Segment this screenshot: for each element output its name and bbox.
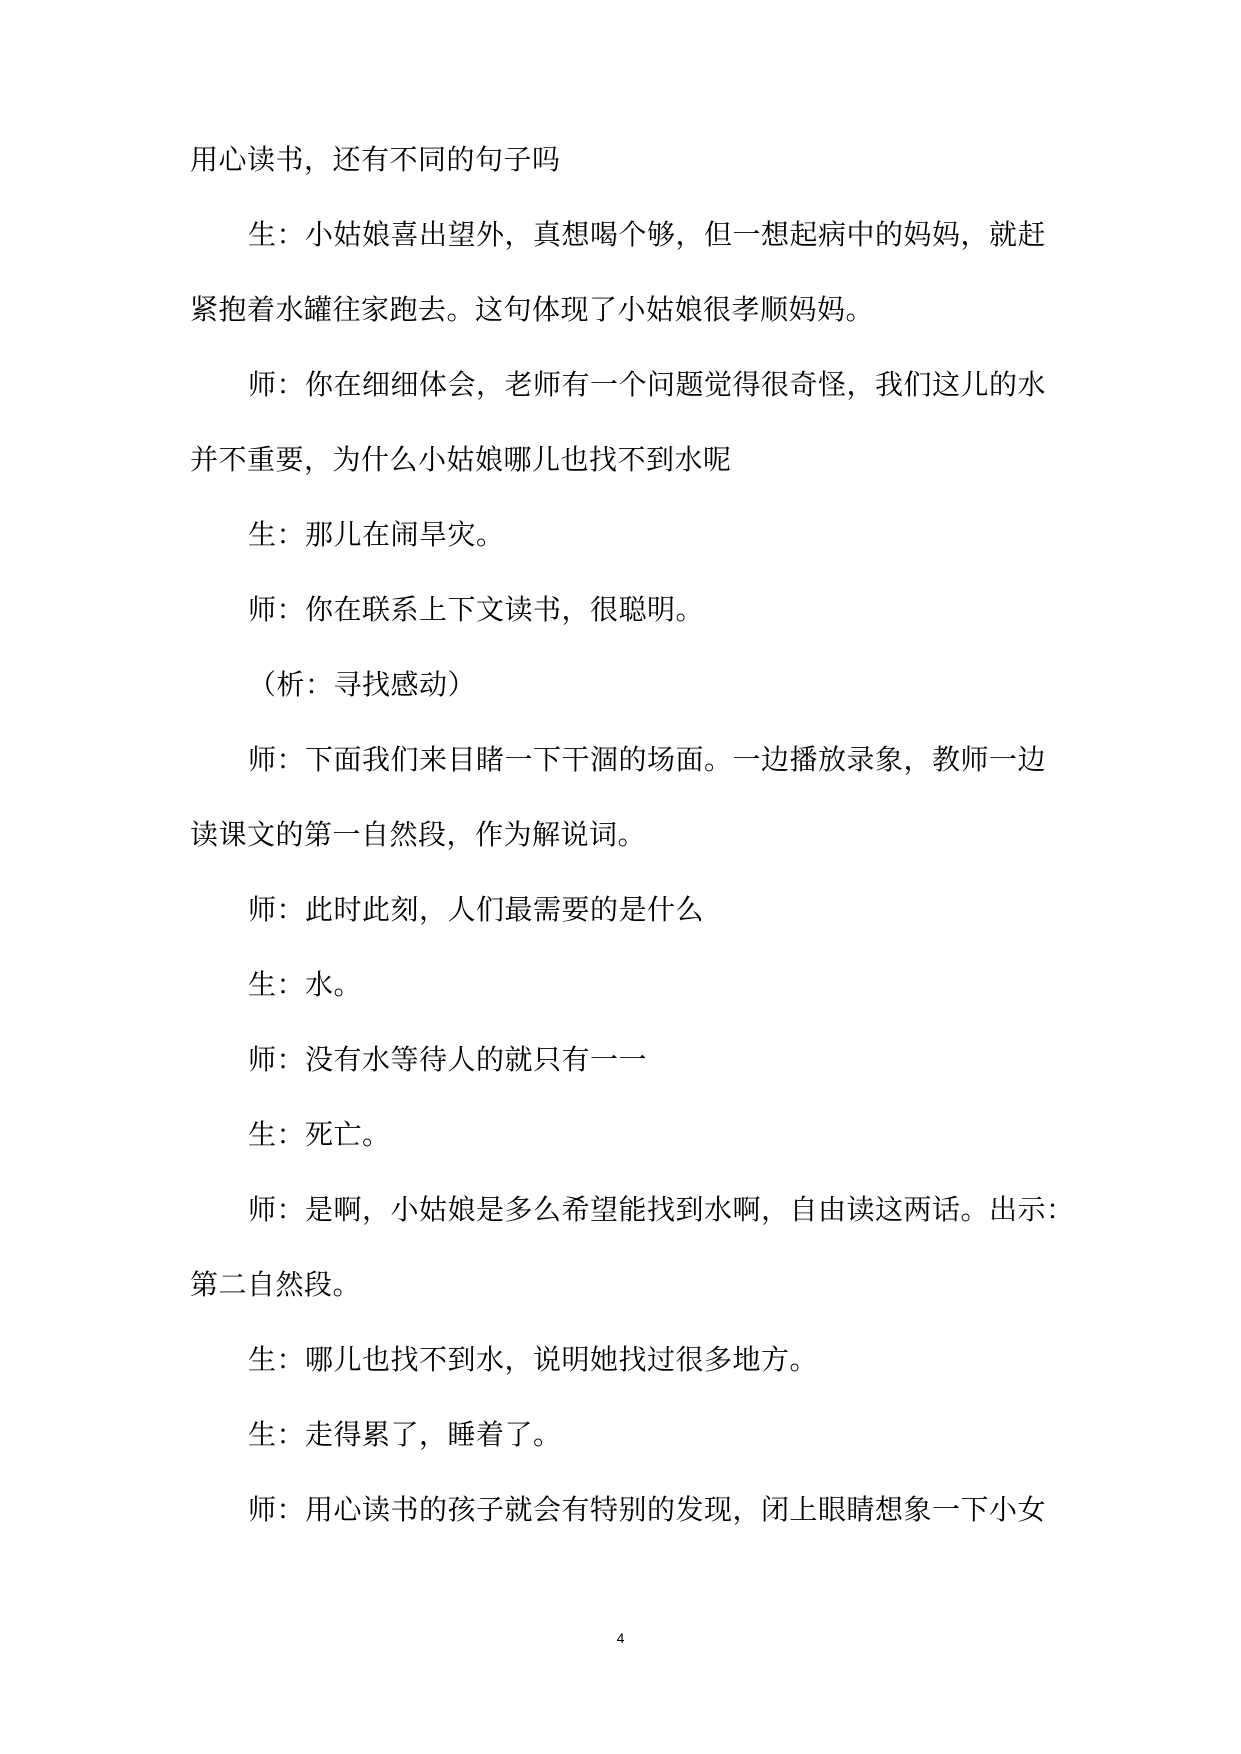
text-line: 生：走得累了，睡着了。	[248, 1418, 562, 1451]
page-number: 4	[616, 1630, 625, 1646]
text-line: 并不重要，为什么小姑娘哪儿也找不到水呢	[190, 443, 732, 476]
text-line: 师：是啊，小姑娘是多么希望能找到水啊，自由读这两话。出示：	[248, 1193, 1075, 1226]
body-text	[190, 143, 1075, 1526]
text-line: 师：没有水等待人的就只有一一	[248, 1043, 648, 1076]
text-line: 第二自然段。	[190, 1268, 362, 1301]
text-line: 师：下面我们来目睹一下干涸的场面。一边播放录象，教师一边	[248, 743, 1047, 776]
text-line: 师：你在联系上下文读书，很聪明。	[248, 593, 705, 626]
text-line: 师：用心读书的孩子就会有特别的发现，闭上眼睛想象一下小女	[248, 1493, 1047, 1526]
text-line: （析：寻找感动）	[248, 668, 477, 701]
text-line: 生：哪儿也找不到水，说明她找过很多地方。	[248, 1343, 819, 1376]
text-line: 读课文的第一自然段，作为解说词。	[190, 818, 647, 851]
text-line: 紧抱着水罐往家跑去。这句体现了小姑娘很孝顺妈妈。	[190, 293, 875, 326]
text-line: 师：此时此刻，人们最需要的是什么	[248, 893, 705, 926]
text-line: 生：水。	[248, 968, 363, 1001]
text-line: 生：死亡。	[248, 1118, 391, 1151]
text-line: 生：小姑娘喜出望外，真想喝个够，但一想起病中的妈妈，就赶	[248, 218, 1047, 251]
text-line: 用心读书，还有不同的句子吗	[190, 143, 561, 176]
text-line: 生：那儿在闹旱灾。	[248, 518, 505, 551]
text-line: 师：你在细细体会，老师有一个问题觉得很奇怪，我们这儿的水	[248, 368, 1047, 401]
